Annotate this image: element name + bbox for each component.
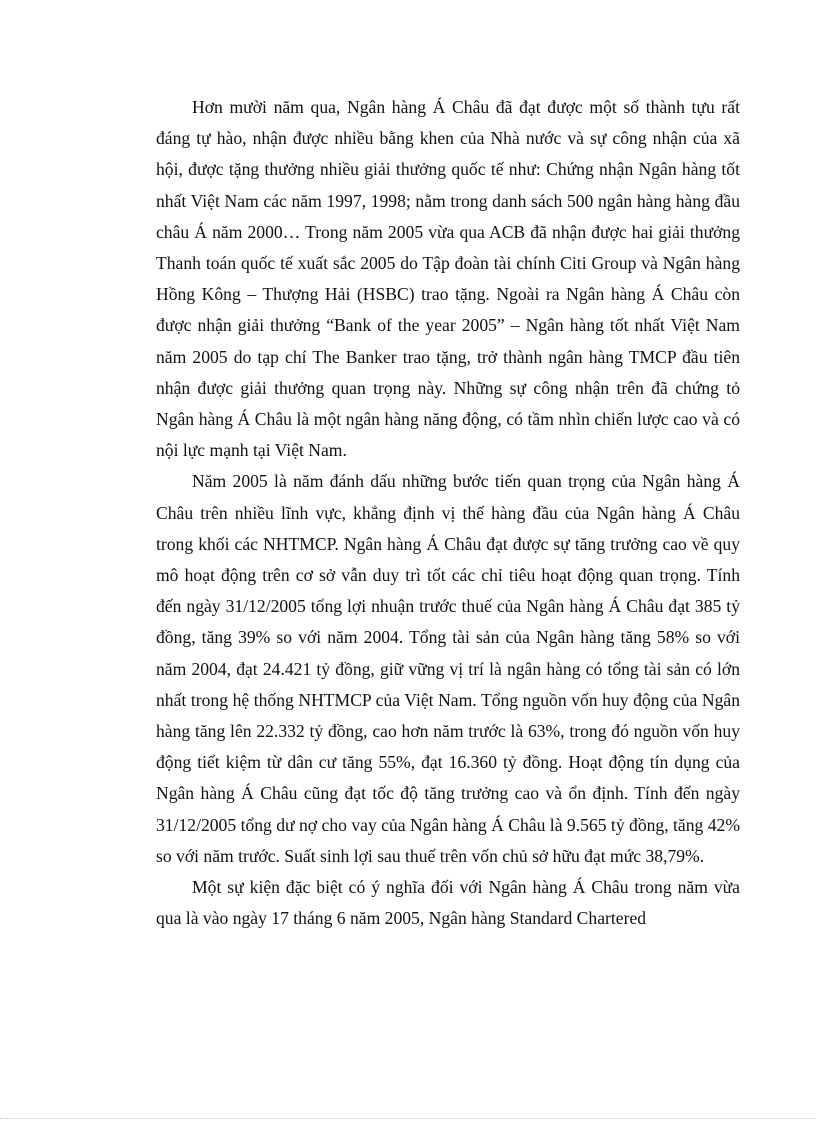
page-bottom-divider [0,1118,816,1119]
paragraph-standard-chartered: Một sự kiện đặc biệt có ý nghĩa đối với Ngân hàng Á Châu trong năm vừa qua là vào ngày 17 tháng 6 năm 2005, Ngân hàng Standard Chartered [156,877,740,929]
body-text [156,92,740,934]
paragraph-achievements: Hơn mười năm qua, Ngân hàng Á Châu đã đạt được một số thành tựu rất đáng tự hào, nhận được nhiều bằng khen của Nhà nước và sự công nhận của xã hội, được tặng thưởng nhiều giải thưởng quốc tế như: Chứng nhận Ngân hàng tốt nhất Việt Nam các năm 1997, 1998; nằm trong danh sách 500 ngân hàng hàng đầu châu Á năm 2000… Trong năm 2005 vừa qua ACB đã nhận được hai giải thưởng Thanh toán quốc tế xuất sắc 2005 do Tập đoàn tài chính Citi Group và Ngân hàng Hồng Kông – Thượng Hải (HSBC) trao tặng. Ngoài ra Ngân hàng Á Châu còn được nhận giải thưởng “Bank of the year 2005” – Ngân hàng tốt nhất Việt Nam năm 2005 do tạp chí The Banker trao tặng, trở thành ngân hàng TMCP đầu tiên nhận được giải thưởng quan trọng này. Những sự công nhận trên đã chứng tỏ Ngân hàng Á Châu là một ngân hàng năng động, có tầm nhìn chiến lược cao và có nội lực mạnh tại Việt Nam. [156,97,740,461]
paragraph-2005-results: Năm 2005 là năm đánh dấu những bước tiến quan trọng của Ngân hàng Á Châu trên nhiều lĩnh vực, khẳng định vị thế hàng đầu của Ngân hàng Á Châu trong khối các NHTMCP. Ngân hàng Á Châu đạt được sự tăng trưởng cao về quy mô hoạt động trên cơ sở vẫn duy trì tốt các chỉ tiêu hoạt động quan trọng. Tính đến ngày 31/12/2005 tổng lợi nhuận trước thuế của Ngân hàng Á Châu đạt 385 tỷ đồng, tăng 39% so với năm 2004. Tổng tài sản của Ngân hàng tăng 58% so với năm 2004, đạt 24.421 tỷ đồng, giữ vững vị trí là ngân hàng có tổng tài sản có lớn nhất trong hệ thống NHTMCP của Việt Nam. Tổng nguồn vốn huy động của Ngân hàng tăng lên 22.332 tỷ đồng, cao hơn năm trước là 63%, trong đó nguồn vốn huy động tiết kiệm từ dân cư tăng 55%, đạt 16.360 tỷ đồng. Hoạt động tín dụng của Ngân hàng Á Châu cũng đạt tốc độ tăng trưởng cao và ổn định. Tính đến ngày 31/12/2005 tổng dư nợ cho vay của Ngân hàng Á Châu là 9.565 tỷ đồng, tăng 42% so với năm trước. Suất sinh lợi sau thuế trên vốn chủ sở hữu đạt mức 38,79%. [156,471,740,866]
